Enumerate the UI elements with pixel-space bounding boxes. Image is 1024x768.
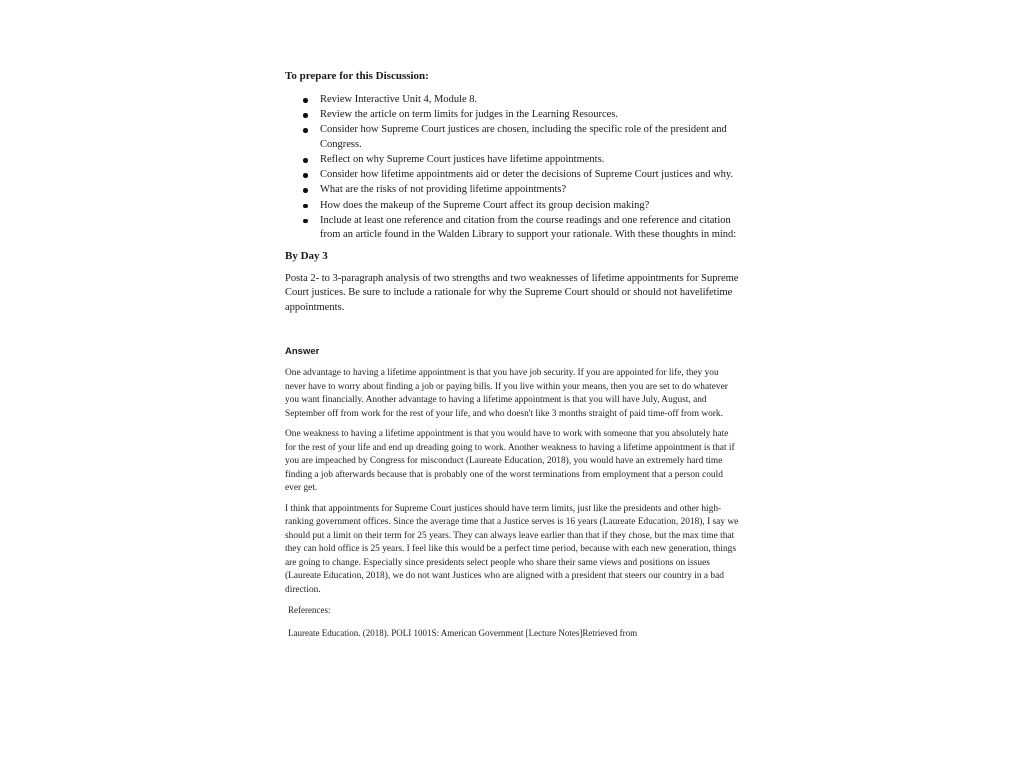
document-page (285, 69, 745, 640)
references-section (285, 604, 745, 640)
prepare-item: Review the article on term limits for judges in the Learning Resources. (320, 108, 745, 123)
prepare-item: Include at least one reference and citation from the course readings and one reference and citation from an article found in the Walden Library to support your rationale. With these thoughts in mind: (320, 214, 745, 243)
prepare-heading: To prepare for this Discussion: (285, 70, 429, 82)
prepare-list (285, 93, 745, 243)
answer-heading: Answer (285, 346, 320, 358)
prepare-item: Consider how Supreme Court justices are chosen, including the specific role of the president and Congress. (320, 123, 745, 152)
day3-instructions: Posta 2- to 3-paragraph analysis of two strengths and two weaknesses of lifetime appointments for Supreme Court justices. Be sure to include a rationale for why the Supreme Court should or should not havelifetime appointments. (285, 272, 739, 313)
day3-heading: By Day 3 (285, 249, 328, 262)
answer-paragraph-strengths: One advantage to having a lifetime appointment is that you have job security. If you are appointed for life, they you never have to worry about finding a job or paying bills. If you live within your means, then you are set to do whatever you want financially. Another advantage to having a lifetime appointment is that you will have July, August, and September off from work for the rest of your life, and who doesn't like 3 months straight of paid time-off from work. (285, 368, 728, 419)
prepare-item: Reflect on why Supreme Court justices have lifetime appointments. (320, 153, 745, 168)
answer-paragraph-weaknesses: One weakness to having a lifetime appointment is that you would have to work with someone that you absolutely hate for the rest of your life and end up dreading going to work. Another weakness to having a lifetime appointment is that if you are impeached by Congress for misconduct (Laureate Education, 2018), you would have an extremely hard time finding a job afterwards because that is probably one of the worst terminations from employment that a person could ever get. (285, 429, 735, 494)
answer-paragraph-rationale: I think that appointments for Supreme Court justices should have term limits, just like the presidents and other high-ranking government offices. Since the average time that a Justice serves is 16 years (Laureate Education, 2018), I say we should put a limit on their term for 25 years. They can always leave earlier than that if they chose, but the max time that they can hold office is 25 years. I feel like this would be a perfect time period, because with each new generation, things are going to change. Especially since presidents select people who share their same views and positions on issues (Laureate Education, 2018), we do not want Justices who are aligned with a president that steers our country in a bad direction. (285, 503, 739, 595)
prepare-item: Consider how lifetime appointments aid or deter the decisions of Supreme Court justices and why. (320, 168, 745, 183)
prepare-item: What are the risks of not providing lifetime appointments? (320, 183, 745, 198)
prepare-item: How does the makeup of the Supreme Court affect its group decision making? (320, 199, 745, 214)
references-heading: References: (288, 605, 331, 616)
reference-entry: Laureate Education. (2018). POLI 1001S: American Government [Lecture Notes]Retrieved from (288, 628, 638, 639)
prepare-item: Review Interactive Unit 4, Module 8. (320, 93, 745, 108)
